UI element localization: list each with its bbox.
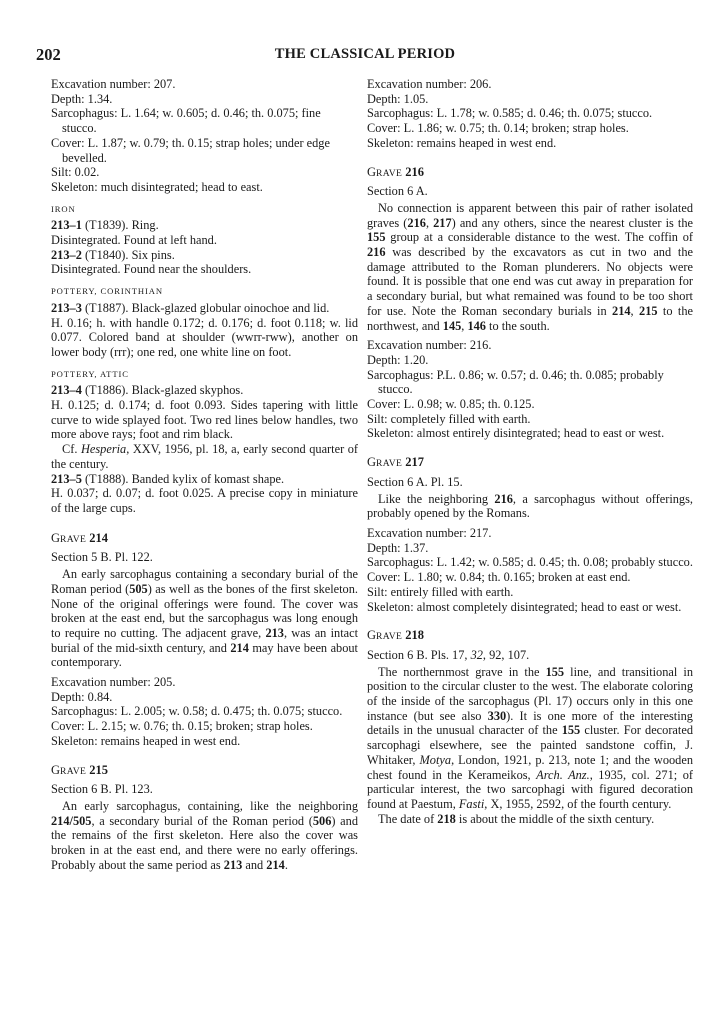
grave-description: Like the neighboring 216, a sarcophagus without offerings, probably opened by the Romans. [367,491,693,521]
category-heading-iron: IRON [51,203,76,214]
grave-heading: GRAVE 215 [51,762,108,777]
sarcophagus-dimensions: Sarcophagus: L. 1.78; w. 0.585; d. 0.46; th. 0.075; stucco. [367,106,653,121]
catalogue-number: 213–1 [51,218,82,233]
cover-dimensions: Cover: L. 1.87; w. 0.79; th. 0.15; strap holes; under edge bevelled. [51,135,330,165]
grave-heading: GRAVE 218 [367,628,424,643]
catalogue-note: H. 0.16; h. with handle 0.172; d. 0.176; d. foot 0.118; w. lid 0.077. Colored band at shoulder (wwrr-rww), another on lower body (rrr); one red, one white line on foot. [51,315,358,359]
grave-heading: GRAVE 217 [367,455,424,470]
section-reference: Section 6 A. [367,184,428,199]
left-column [51,77,358,872]
sarcophagus-dimensions: Sarcophagus: L. 1.42; w. 0.585; d. 0.45; th. 0.08; probably stucco. [367,555,693,570]
silt: Silt: 0.02. [51,165,100,180]
silt: Silt: completely filled with earth. [367,411,531,426]
section-reference: Section 6 B. Pls. 17, 32, 92, 107. [367,647,530,662]
catalogue-entry: 213–5 (T1888). Banded kylix of komast shape. [51,471,285,486]
catalogue-entry: 213–2 (T1840). Six pins. [51,247,175,262]
grave-description: An early sarcophagus containing a secondary burial of the Roman period (505) as well as the bones of the first skeleton. None of the original offerings were found. The cover was broken at the east end, but the sarcophagus was long enough to require no cutting. The adjacent grave, 213, was an intact burial of the mid-sixth century, and 214 may have been about contemporary. [51,567,359,670]
grave-heading: GRAVE 216 [367,164,424,179]
grave-date-note: The date of 218 is about the middle of the sixth century. [378,811,655,826]
catalogue-note: Disintegrated. Found at left hand. [51,233,217,248]
section-reference: Section 6 B. Pl. 123. [51,782,153,797]
catalogue-entry: 213–3 (T1887). Black-glazed globular oinochoe and lid. [51,300,330,315]
category-heading-corinthian: POTTERY, CORINTHIAN [51,286,163,297]
sarcophagus-dimensions: Sarcophagus: L. 2.005; w. 0.58; d. 0.475; th. 0.075; stucco. [51,704,343,719]
catalogue-number: 213–5 [51,471,82,486]
section-reference: Section 5 B. Pl. 122. [51,550,153,565]
catalogue-entry: 213–1 (T1839). Ring. [51,218,159,233]
cover-dimensions: Cover: L. 2.15; w. 0.76; th. 0.15; broken; strap holes. [51,719,313,734]
excavation-number: Excavation number: 206. [367,77,492,91]
depth: Depth: 1.05. [367,91,429,106]
catalogue-note: Disintegrated. Found near the shoulders. [51,262,252,277]
skeleton: Skeleton: almost entirely disintegrated; head to east or west. [367,426,665,441]
sarcophagus-dimensions: Sarcophagus: P.L. 0.86; w. 0.57; d. 0.46; th. 0.085; probably stucco. [367,367,664,397]
cover-dimensions: Cover: L. 0.98; w. 0.85; th. 0.125. [367,397,535,412]
grave-heading: GRAVE 214 [51,530,108,545]
excavation-number: Excavation number: 217. [367,525,492,540]
depth: Depth: 0.84. [51,689,113,704]
grave-description: No connection is apparent between this pair of rather isolated graves (216, 217) and any others, since the nearest cluster is the 155 group at a considerable distance to the west. The coffin of 216 was described by the excavators as cut in two and the damage attributed to the Roman plunderers. No objects were found. It is possible that one end was cut away in preparation for a secondary burial, but what remained was found to be too short for use. Note the Roman secondary burials in 214, 215 to the northwest, and 145, 146 to the south. [367,200,694,333]
grave-description: An early sarcophagus, containing, like the neighboring 214/505, a secondary burial of the Roman period (506) and the remains of the first skeleton. Here also the cover was broken in at the east end, and there were no early offerings. Probably about the same period as 213 and 214. [51,798,358,872]
excavation-number: Excavation number: 205. [51,675,176,690]
cover-dimensions: Cover: L. 1.86; w. 0.75; th. 0.14; broken; strap holes. [367,121,629,136]
page-header [36,45,694,67]
skeleton: Skeleton: much disintegrated; head to east. [51,179,263,194]
cover-dimensions: Cover: L. 1.80; w. 0.84; th. 0.165; broken at east end. [367,570,631,585]
category-heading-attic: POTTERY, ATTIC [51,368,129,379]
running-head: THE CLASSICAL PERIOD [274,46,456,62]
skeleton: Skeleton: almost completely disintegrated; head to east or west. [367,599,682,614]
catalogue-number: 213–4 [51,383,82,398]
excavation-number: Excavation number: 216. [367,338,492,353]
catalogue-number: 213–3 [51,300,82,315]
right-column [367,77,693,826]
sarcophagus-dimensions: Sarcophagus: L. 1.64; w. 0.605; d. 0.46; th. 0.075; fine stucco. [51,106,321,136]
page-number: 202 [36,45,61,64]
catalogue-note: H. 0.125; d. 0.174; d. foot 0.093. Sides tapering with little curve to wide splayed foot. Two red lines below handles, two more above rays; foot and rim black. [51,398,358,442]
depth: Depth: 1.20. [367,352,429,367]
section-reference: Section 6 A. Pl. 15. [367,474,463,489]
depth: Depth: 1.37. [367,540,429,555]
skeleton: Skeleton: remains heaped in west end. [367,135,557,150]
depth: Depth: 1.34. [51,91,113,106]
grave-description: The northernmost grave in the 155 line, and transitional in position to the circular cluster to the west. The elaborate coloring of the inside of the sarcophagus (Pl. 17) occurs only in this one instance (but see also 330). It is one more of the interesting details in the unusual character of the 155 cluster. For decorated sarcophagi elsewhere, see the painted sandstone coffin, J. Whitaker, Motya, London, 1921, p. 213, note 1; and the wooden chest found in the Kerameikos, Arch. Anz., 1935, col. 271; of particular interest, the two sarcophagi with figured decoration found at Paestum, Fasti, X, 1955, 2592, of the fourth century. [367,664,694,811]
silt: Silt: entirely filled with earth. [367,584,514,599]
catalogue-number: 213–2 [51,247,82,262]
reference: Cf. Hesperia, XXV, 1956, pl. 18, a, early second quarter of the century. [51,442,359,471]
catalogue-entry: 213–4 (T1886). Black-glazed skyphos. [51,383,244,398]
skeleton: Skeleton: remains heaped in west end. [51,733,241,748]
catalogue-note: H. 0.037; d. 0.07; d. foot 0.025. A precise copy in miniature of the large cups. [51,486,358,515]
excavation-number: Excavation number: 207. [51,77,176,91]
